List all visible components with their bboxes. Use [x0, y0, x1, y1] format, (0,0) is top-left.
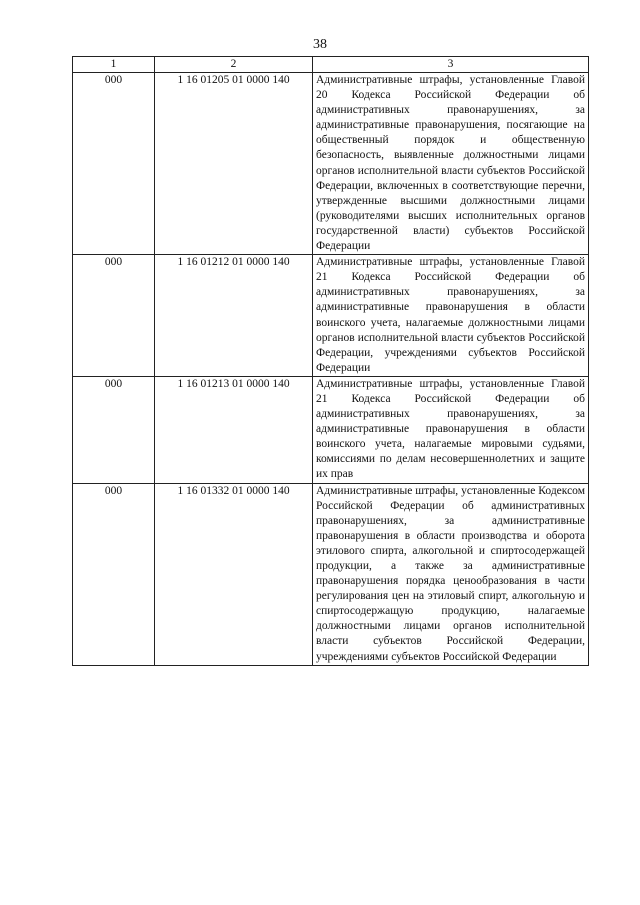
description-cell: Административные штрафы, установленные Кодексом Российской Федерации об административных правонарушениях, за административные правонарушения в области производства и оборота этилового спирта, алкогольной и спиртосодержащей продукции, а также за административные правонарушения порядка ценообразования в части регулирования цен на этиловый спирт, алкогольную и спиртосодержащую продукцию, налагаемые должностными лицами органов исполнительной власти субъектов Российской Федерации, учреждениями субъектов Российской Федерации: [313, 483, 589, 665]
table-row: [73, 73, 589, 255]
admin-code-cell: 000: [73, 255, 155, 377]
column-header-2: 2: [155, 57, 313, 73]
table-body: [73, 73, 589, 666]
budget-code-cell: 1 16 01212 01 0000 140: [155, 255, 313, 377]
table-row: [73, 255, 589, 377]
column-header-1: 1: [73, 57, 155, 73]
column-header-3: 3: [313, 57, 589, 73]
budget-classification-table: [72, 56, 589, 666]
header-row: [73, 57, 589, 73]
admin-code-cell: 000: [73, 376, 155, 483]
description-cell: Административные штрафы, установленные Главой 21 Кодекса Российской Федерации об административных правонарушениях, за административные правонарушения в области воинского учета, налагаемые мировыми судьями, комиссиями по делам несовершеннолетних и защите их прав: [313, 376, 589, 483]
budget-code-cell: 1 16 01205 01 0000 140: [155, 73, 313, 255]
table-row: [73, 483, 589, 665]
description-cell: Административные штрафы, установленные Главой 21 Кодекса Российской Федерации об административных правонарушениях, за административные правонарушения в области воинского учета, налагаемые должностными лицами органов исполнительной власти субъектов Российской Федерации, учреждениями субъектов Российской Федерации: [313, 255, 589, 377]
description-cell: Административные штрафы, установленные Главой 20 Кодекса Российской Федерации об административных правонарушениях, за административные правонарушения, посягающие на общественный порядок и общественную безопасность, выявленные должностными лицами органов исполнительной власти субъектов Российской Федерации, включенных в соответствующие перечни, утвержденные высшими должностными лицами (руководителями высших исполнительных органов государственной власти) субъектов Российской Федерации: [313, 73, 589, 255]
table-header: [73, 57, 589, 73]
budget-code-cell: 1 16 01332 01 0000 140: [155, 483, 313, 665]
page-number: 38: [313, 37, 327, 52]
table-row: [73, 376, 589, 483]
budget-code-cell: 1 16 01213 01 0000 140: [155, 376, 313, 483]
admin-code-cell: 000: [73, 483, 155, 665]
admin-code-cell: 000: [73, 73, 155, 255]
